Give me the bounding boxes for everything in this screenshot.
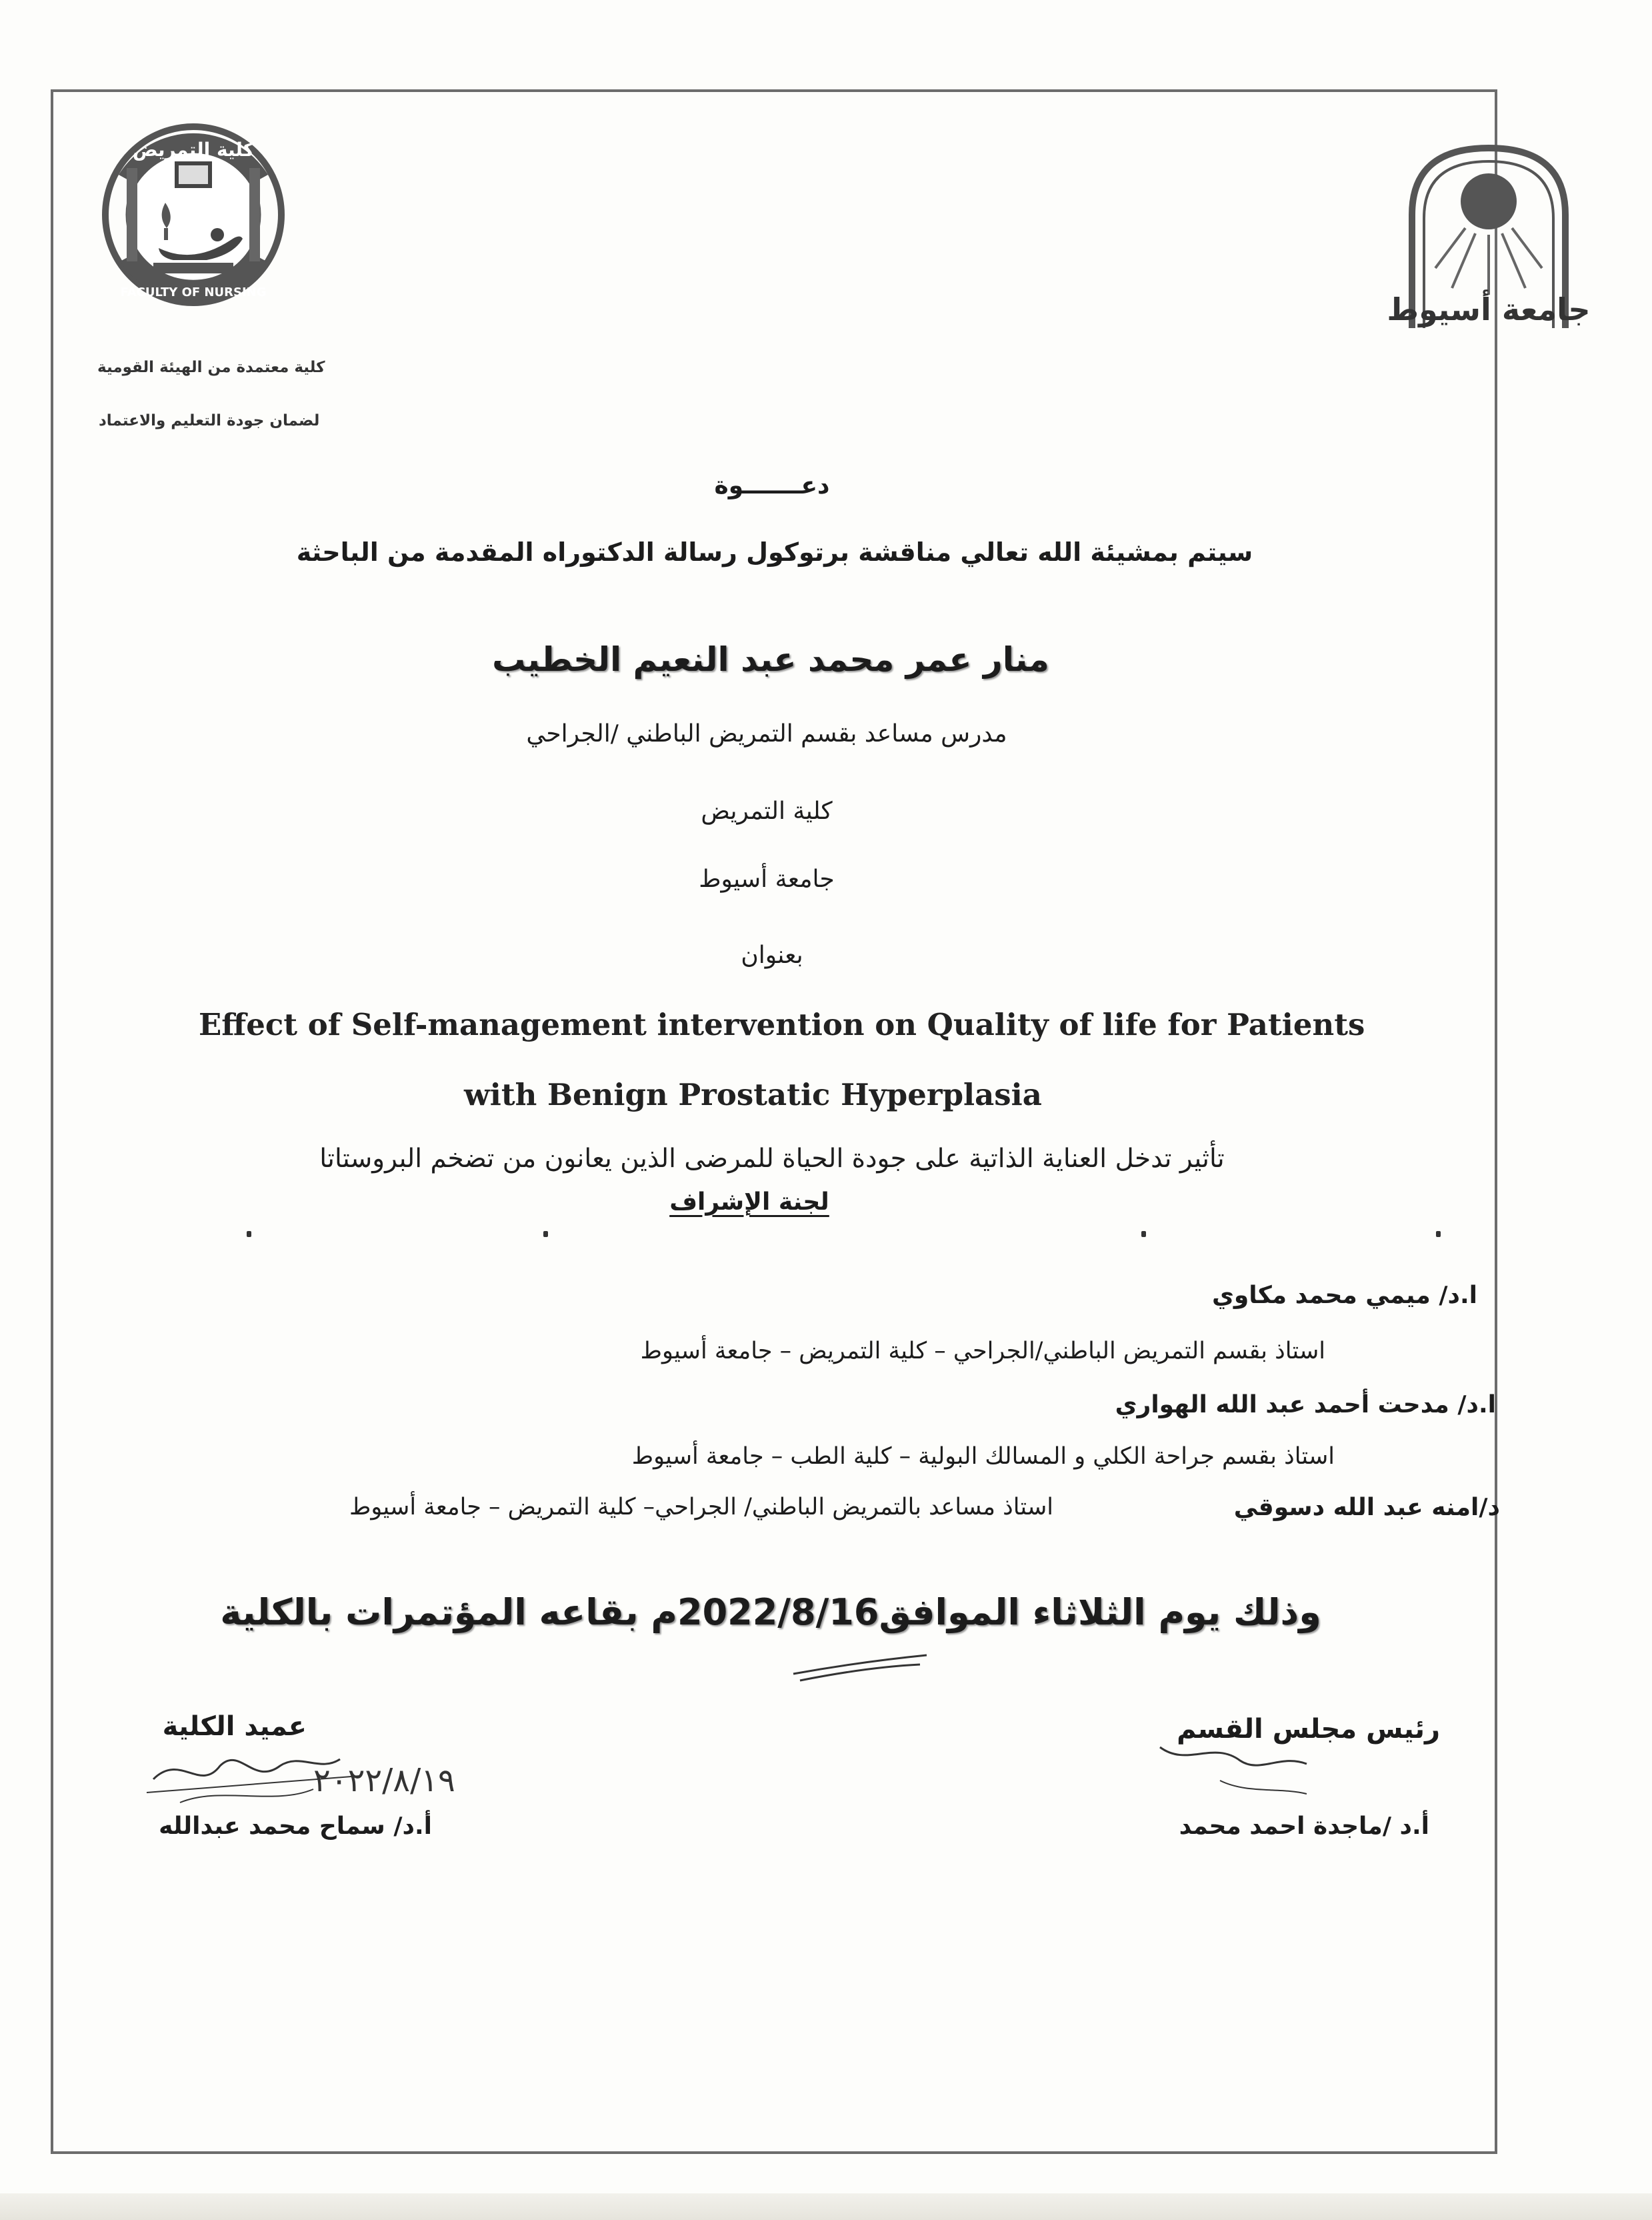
assiut-logo-text: جامعة أسيوط — [1387, 291, 1591, 327]
accreditation-line-2: لضمان جودة التعليم والاعتماد — [99, 412, 320, 429]
nursing-logo-arabic-text: كلية التمريض — [132, 139, 255, 161]
invitation-intro: سيتم بمشيئة الله تعالي مناقشة برتوكول رسالة الدكتوراه المقدمة من الباحثة — [296, 537, 1253, 567]
scan-bottom-edge — [0, 2193, 1652, 2220]
researcher-name: منار عمر محمد عبد النعيم الخطيب — [492, 640, 1049, 679]
invitation-title: دعـــــــوة — [714, 472, 830, 499]
schedule-text: وذلك يوم الثلاثاء الموافق2022/8/16م بقاعه المؤتمرات بالكلية — [220, 1591, 1321, 1633]
dot-marker — [1141, 1231, 1146, 1237]
thesis-title-english-line-1: Effect of Self-management intervention on Quality of life for Patients — [199, 1007, 1365, 1042]
dean-name: أ.د/ سماح محمد عبدالله — [159, 1813, 432, 1840]
committee-heading: لجنة الإشراف — [669, 1188, 829, 1216]
thesis-title-english-line-2: with Benign Prostatic Hyperplasia — [464, 1077, 1042, 1112]
dean-signature — [140, 1739, 455, 1813]
nursing-logo-english-text: FACULTY OF NURSING — [120, 285, 267, 299]
committee-member-3-affiliation: استاذ مساعد بالتمريض الباطني/ الجراحي– كلية التمريض – جامعة أسيوط — [349, 1494, 1053, 1520]
date-underline-scribble — [787, 1647, 933, 1687]
faculty-name: كلية التمريض — [701, 798, 833, 825]
committee-member-1-affiliation: استاذ بقسم التمريض الباطني/الجراحي – كلية التمريض – جامعة أسيوط — [640, 1338, 1325, 1364]
committee-member-2-name: ا.د/ مدحت أحمد عبد الله الهواري — [1115, 1391, 1496, 1418]
accreditation-line-1: كلية معتمدة من الهيئة القومية — [97, 359, 325, 376]
department-head-signature — [1147, 1727, 1427, 1801]
department-head-name: أ.د /ماجدة احمد محمد — [1179, 1813, 1429, 1840]
page-border — [51, 89, 1497, 2154]
title-label: بعنوان — [741, 942, 803, 969]
dot-marker — [1436, 1231, 1441, 1237]
dot-marker — [543, 1231, 548, 1237]
committee-member-2-affiliation: استاذ بقسم جراحة الكلي و المسالك البولية – كلية الطب – جامعة أسيوط — [631, 1443, 1335, 1470]
dean-title: عميد الكلية — [162, 1711, 307, 1742]
thesis-title-arabic: تأثير تدخل العناية الذاتية على جودة الحياة للمرضى الذين يعانون من تضخم البروستاتا — [319, 1144, 1225, 1174]
faculty-of-nursing-logo — [100, 121, 287, 321]
university-name: جامعة أسيوط — [699, 866, 835, 893]
researcher-position: مدرس مساعد بقسم التمريض الباطني /الجراحي — [526, 720, 1007, 748]
dean-handwritten-date: ٢٠٢٢/٨/١٩ — [313, 1762, 455, 1799]
assiut-university-logo — [1387, 141, 1591, 335]
department-head-title: رئيس مجلس القسم — [1177, 1714, 1440, 1745]
committee-member-3-name: د/امنه عبد الله دسوقي — [1233, 1494, 1500, 1521]
dot-marker — [247, 1231, 251, 1237]
committee-member-1-name: ا.د/ ميمي محمد مكاوي — [1211, 1282, 1477, 1309]
